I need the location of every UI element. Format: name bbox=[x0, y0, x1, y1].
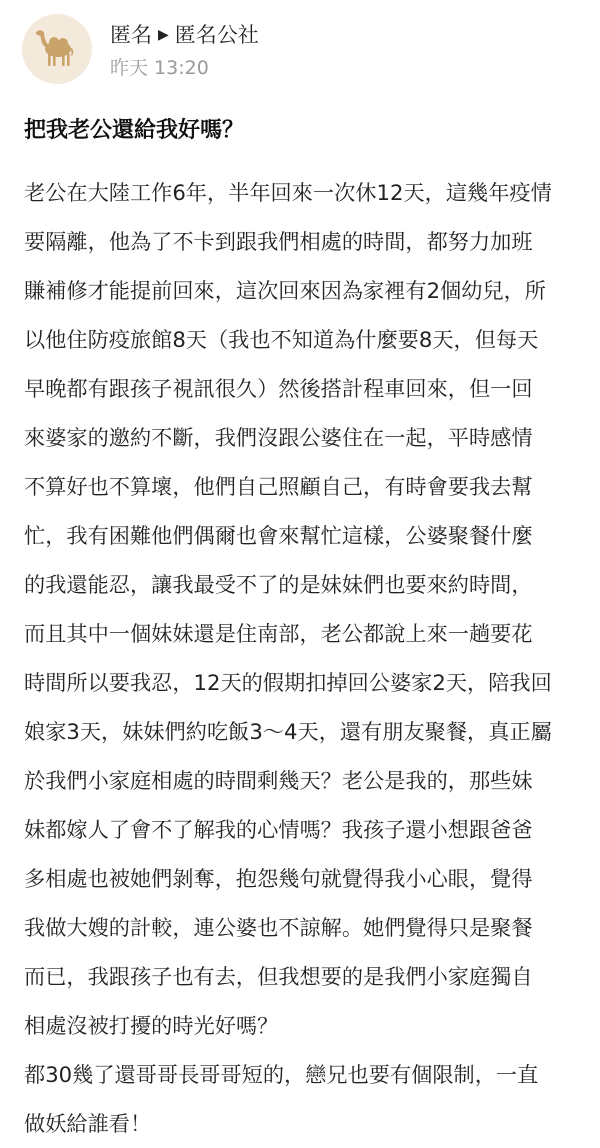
camel-icon bbox=[31, 23, 83, 75]
content-line: 而且其中一個妹妹還是住南部，老公都說上來一趟要花 bbox=[24, 621, 533, 646]
content-line: 賺補修才能提前回來，這次回來因為家裡有2個幼兒，所 bbox=[24, 278, 546, 303]
content-line: 相處沒被打擾的時光好嗎？ bbox=[24, 1013, 279, 1038]
content-line: 娘家3天，妹妹們約吃飯3～4天，還有朋友聚餐，真正屬 bbox=[24, 719, 552, 744]
author-name[interactable]: 匿名 bbox=[110, 23, 152, 47]
caret-right-icon: ▶ bbox=[158, 27, 169, 43]
content-line: 妹都嫁人了會不了解我的心情嗎？我孩子還小想跟爸爸 bbox=[24, 817, 533, 842]
content-line: 以他住防疫旅館8天（我也不知道為什麼要8天，但每天 bbox=[24, 327, 539, 352]
content-line: 我做大嫂的計較，連公婆也不諒解。她們覺得只是聚餐 bbox=[24, 915, 533, 940]
post-time: 昨天 13:20 bbox=[110, 57, 209, 79]
post-header bbox=[22, 14, 582, 86]
content-line: 要隔離，他為了不卡到跟我們相處的時間，都努力加班 bbox=[24, 229, 533, 254]
content-line: 老公在大陸工作6年，半年回來一次休12天，這幾年疫情 bbox=[24, 180, 552, 205]
board-name[interactable]: 匿名公社 bbox=[174, 23, 259, 47]
post-content bbox=[24, 168, 584, 1148]
content-line: 時間所以要我忍，12天的假期扣掉回公婆家2天，陪我回 bbox=[24, 670, 552, 695]
content-line: 都30幾了還哥哥長哥哥短的，戀兄也要有個限制，一直 bbox=[24, 1062, 539, 1087]
content-line: 不算好也不算壞，他們自己照顧自己，有時會要我去幫 bbox=[24, 474, 533, 499]
content-line: 來婆家的邀約不斷，我們沒跟公婆住在一起，平時感情 bbox=[24, 425, 533, 450]
author-line bbox=[110, 20, 259, 50]
content-line: 多相處也被她們剝奪，抱怨幾句就覺得我小心眼，覺得 bbox=[24, 866, 533, 891]
post-title: 把我老公還給我好嗎？ bbox=[24, 118, 245, 143]
content-line: 早晚都有跟孩子視訊很久）然後搭計程車回來，但一回 bbox=[24, 376, 533, 401]
content-line: 於我們小家庭相處的時間剩幾天？老公是我的，那些妹 bbox=[24, 768, 533, 793]
author-avatar[interactable] bbox=[22, 14, 92, 84]
content-line: 忙，我有困難他們偶爾也會來幫忙這樣，公婆聚餐什麼 bbox=[24, 523, 533, 548]
content-line: 的我還能忍，讓我最受不了的是妹妹們也要來約時間， bbox=[24, 572, 533, 597]
content-line: 而已，我跟孩子也有去，但我想要的是我們小家庭獨自 bbox=[24, 964, 533, 989]
content-line: 做妖給誰看！ bbox=[24, 1111, 152, 1136]
